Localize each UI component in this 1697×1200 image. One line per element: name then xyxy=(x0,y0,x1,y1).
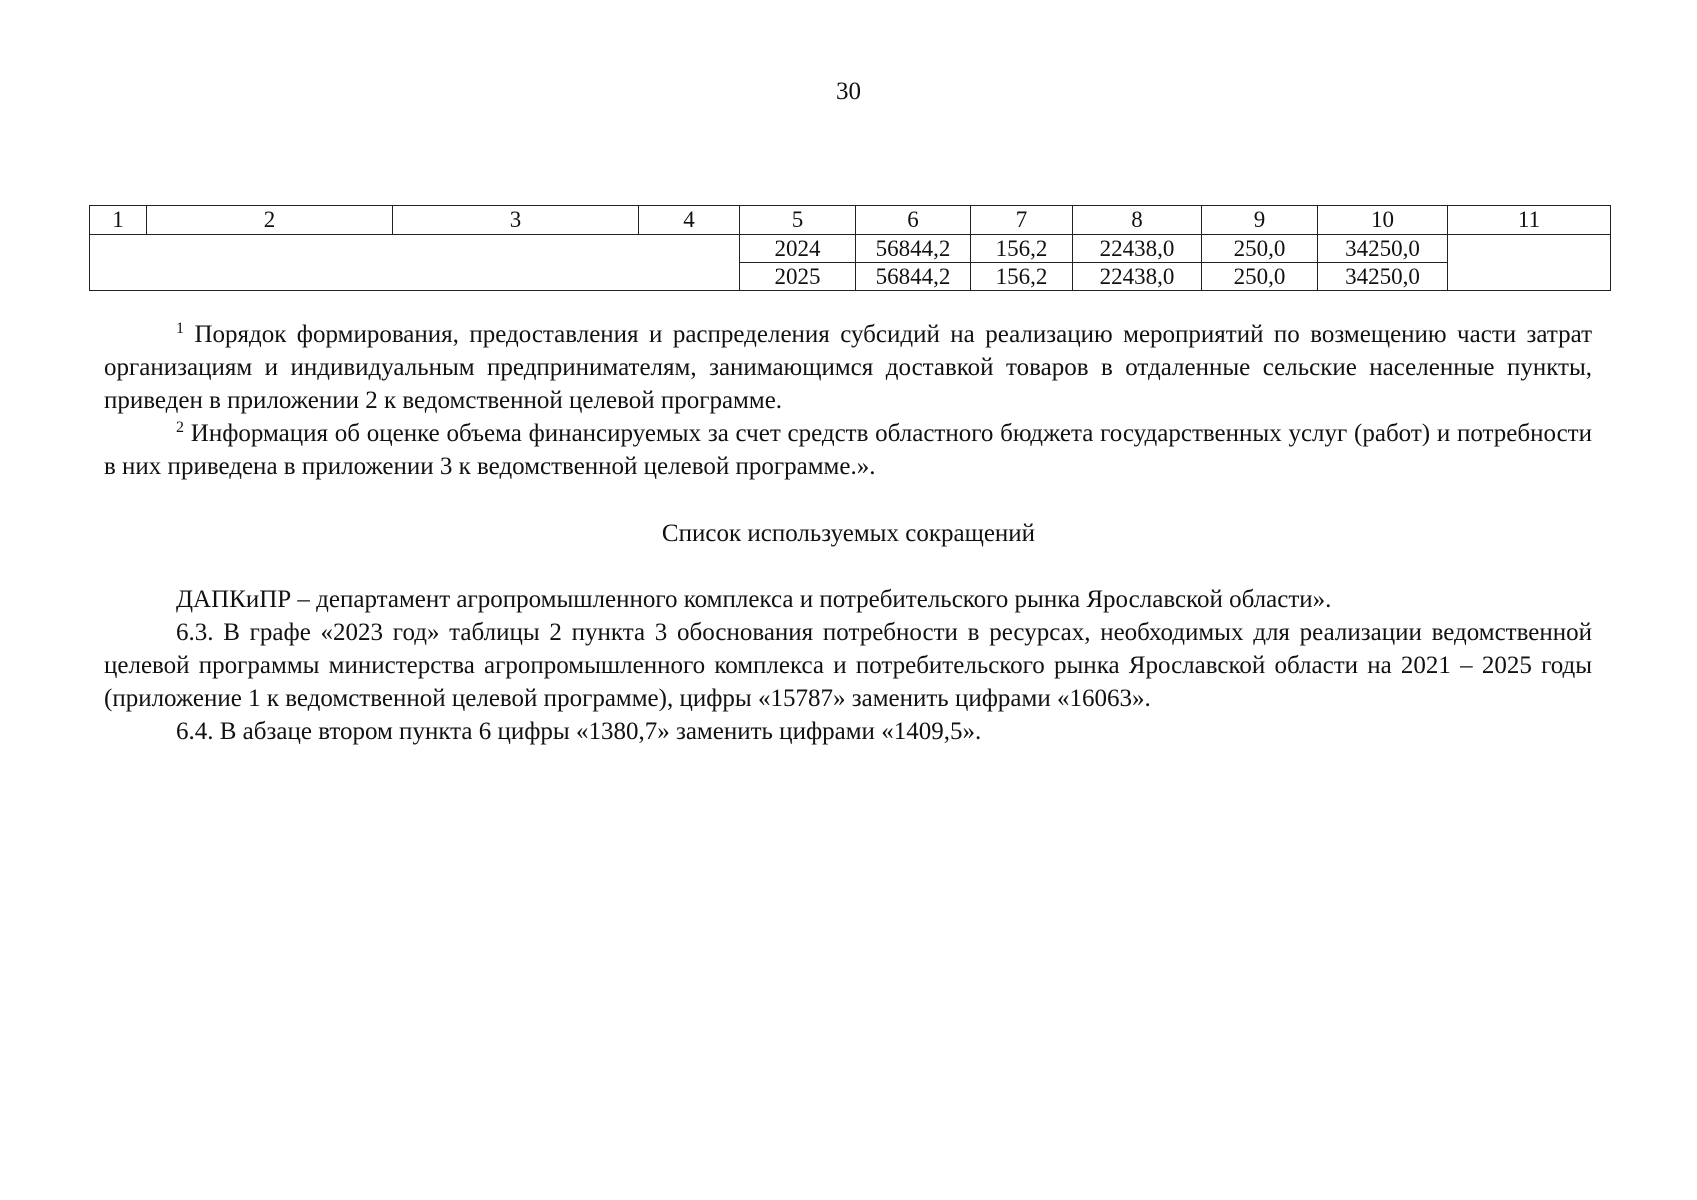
table-header-cell: 11 xyxy=(1448,206,1611,235)
table-cell-year: 2024 xyxy=(740,235,856,263)
table-header-row xyxy=(90,206,1611,235)
paragraph: 6.4. В абзаце втором пункта 6 цифры «1380,7» заменить цифрами «1409,5». xyxy=(176,718,982,745)
footnote-1 xyxy=(104,318,1592,417)
table-header-cell: 2 xyxy=(147,206,393,235)
table-cell: 250,0 xyxy=(1202,235,1318,263)
table-header-cell: 10 xyxy=(1318,206,1448,235)
table-header-cell: 5 xyxy=(740,206,856,235)
table-header-cell: 8 xyxy=(1073,206,1202,235)
table-row xyxy=(90,235,1611,263)
footnote-text: Порядок формирования, предоставления и распределения субсидий на реализацию мероприятий по возмещению части затрат организациям и индивидуальным предпринимателям, занимающимся доставкой товаров в отдаленные сельские населенные пункты, приведен в приложении 2 к ведомственной целевой программе. xyxy=(104,321,1592,414)
table-header-cell: 1 xyxy=(90,206,147,235)
table-cell: 34250,0 xyxy=(1318,263,1448,291)
footnote-text: Информация об оценке объема финансируемых за счет средств областного бюджета государственных услуг (работ) и потребности в них приведена в приложении 3 к ведомственной целевой программе.». xyxy=(104,420,1592,480)
paragraph: ДАПКиПР – департамент агропромышленного комплекса и потребительского рынка Ярославской области». xyxy=(176,586,1332,613)
paragraph: 6.3. В графе «2023 год» таблицы 2 пункта 3 обоснования потребности в ресурсах, необходимых для реализации ведомственной целевой программы министерства агропромышленного комплекса и потребительского рынка Ярославской области на 2021 – 2025 годы (приложение 1 к ведомственной целевой программе), цифры «15787» заменить цифрами «16063». xyxy=(104,619,1592,712)
body-text xyxy=(104,583,1592,748)
table-header-cell: 9 xyxy=(1202,206,1318,235)
footnote-2 xyxy=(104,417,1592,483)
table-cell: 250,0 xyxy=(1202,263,1318,291)
abbreviations-title: Список используемых сокращений xyxy=(661,520,1036,547)
table-cell: 56844,2 xyxy=(856,263,971,291)
table-cell: 56844,2 xyxy=(856,235,971,263)
table-cell: 156,2 xyxy=(971,235,1073,263)
merged-empty-cell xyxy=(1448,235,1611,291)
table-cell: 156,2 xyxy=(971,263,1073,291)
footnote-mark: 1 xyxy=(176,320,184,337)
table-cell: 22438,0 xyxy=(1073,235,1202,263)
merged-empty-cell xyxy=(90,235,740,291)
footnote-mark: 2 xyxy=(176,419,184,436)
table-header-cell: 4 xyxy=(639,206,740,235)
footnotes xyxy=(104,318,1592,483)
table-header-cell: 6 xyxy=(856,206,971,235)
budget-table xyxy=(89,205,1611,291)
page-number: 30 xyxy=(836,78,861,105)
table-header-cell: 7 xyxy=(971,206,1073,235)
table-header-cell: 3 xyxy=(393,206,639,235)
table-cell-year: 2025 xyxy=(740,263,856,291)
table-cell: 34250,0 xyxy=(1318,235,1448,263)
table-cell: 22438,0 xyxy=(1073,263,1202,291)
